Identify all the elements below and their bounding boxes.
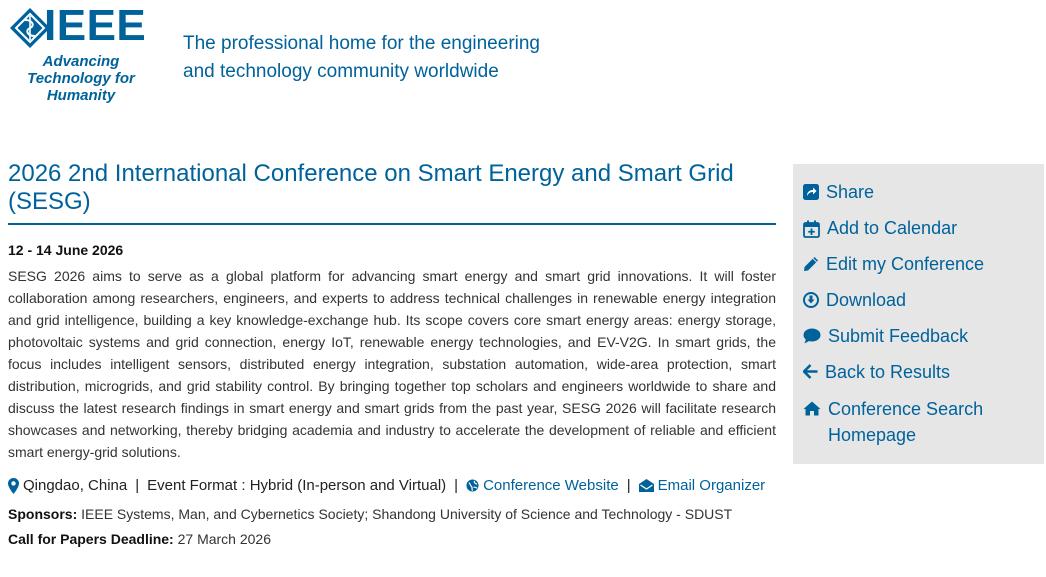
- sidebar-item-share[interactable]: [803, 179, 996, 205]
- event-format: Event Format : Hybrid (In-person and Virtual): [147, 477, 447, 494]
- cfp-deadline-value: 27 March 2026: [177, 531, 272, 547]
- sidebar-item-label: Conference Search Homepage: [828, 399, 984, 445]
- sidebar-item-label: Back to Results: [825, 362, 951, 382]
- conference-description: SESG 2026 aims to serve as a global platform for advancing smart energy and smart grid innovations. It will foster collaboration among researchers, engineers, and experts to address technical challenges in renewable energy integration and grid intelligence, building a key knowledge-exchange hub. Its scope covers core smart energy areas: energy storage, photovoltaic systems and grid connection, energy IoT, renewable energy technologies, and EV-V2G. In smart grids, the focus includes intelligent sensors, distributed energy integration, substation automation, wide-area protection, smart distribution, microgrids, and grid stability control. By bringing together top scholars and engineers worldwide to share and discuss the latest research findings in smart energy and smart grids from the past year, SESG 2026 will facilitate research showcases and networking, thereby bridging academia and industry to accelerate the development of reliable and efficient smart energy-grid solutions.: [8, 268, 776, 460]
- email-organizer-label: Email Organizer: [657, 477, 766, 494]
- actions-sidebar: [793, 164, 1044, 464]
- cfp-deadline-row: [8, 531, 776, 547]
- map-marker-icon: [8, 478, 19, 494]
- pencil-icon: [803, 256, 819, 272]
- ieee-logo[interactable]: [8, 1, 158, 104]
- arrow-left-icon: [803, 364, 818, 379]
- download-circle-icon: [803, 292, 819, 308]
- sidebar-item-edit-my-conference[interactable]: [803, 251, 996, 277]
- sidebar-item-label: Submit Feedback: [828, 326, 969, 346]
- globe-icon: [466, 479, 479, 492]
- sidebar-item-conference-search-homepage[interactable]: [803, 396, 998, 448]
- email-organizer-link[interactable]: [639, 477, 766, 494]
- tagline-line-2: and technology community worldwide: [183, 61, 499, 82]
- sidebar-item-label: Download: [826, 290, 907, 310]
- meta-separator: |: [454, 477, 459, 494]
- home-icon: [803, 401, 821, 416]
- logo-tagline: Advancing Technology for Humanity: [27, 53, 135, 104]
- meta-separator: |: [135, 477, 140, 494]
- cfp-deadline-label: Call for Papers Deadline:: [8, 531, 174, 547]
- conference-title: 2026 2nd International Conference on Smart Energy and Smart Grid (SESG): [8, 160, 776, 225]
- sidebar-item-download[interactable]: [803, 287, 996, 313]
- sidebar-item-label: Edit my Conference: [826, 254, 985, 274]
- sidebar-item-back-to-results[interactable]: [803, 359, 995, 385]
- conference-website-link[interactable]: [466, 477, 619, 494]
- share-icon: [803, 184, 819, 200]
- sponsors-value: IEEE Systems, Man, and Cybernetics Society; Shandong University of Science and Technology - SDUST: [81, 506, 733, 522]
- sidebar-item-submit-feedback[interactable]: [803, 323, 998, 349]
- site-tagline: [183, 30, 543, 86]
- sponsors-label: Sponsors:: [8, 506, 78, 522]
- calendar-plus-icon: [803, 220, 820, 238]
- logo-wordmark: IEEE: [44, 1, 147, 50]
- sidebar-item-label: Add to Calendar: [827, 218, 958, 238]
- conference-meta: [8, 477, 776, 494]
- meta-separator: |: [626, 477, 631, 494]
- envelope-icon: [639, 479, 654, 492]
- sidebar-item-label: Share: [826, 182, 875, 202]
- conference-dates: 12 - 14 June 2026: [8, 242, 124, 258]
- tagline-line-1: The professional home for the engineering: [183, 33, 541, 54]
- conference-location: Qingdao, China: [23, 477, 128, 494]
- comment-icon: [803, 328, 821, 344]
- sidebar-item-add-to-calendar[interactable]: [803, 215, 997, 241]
- sponsors-row: [8, 506, 776, 522]
- conference-details: [8, 160, 776, 547]
- conference-website-label: Conference Website: [483, 477, 619, 494]
